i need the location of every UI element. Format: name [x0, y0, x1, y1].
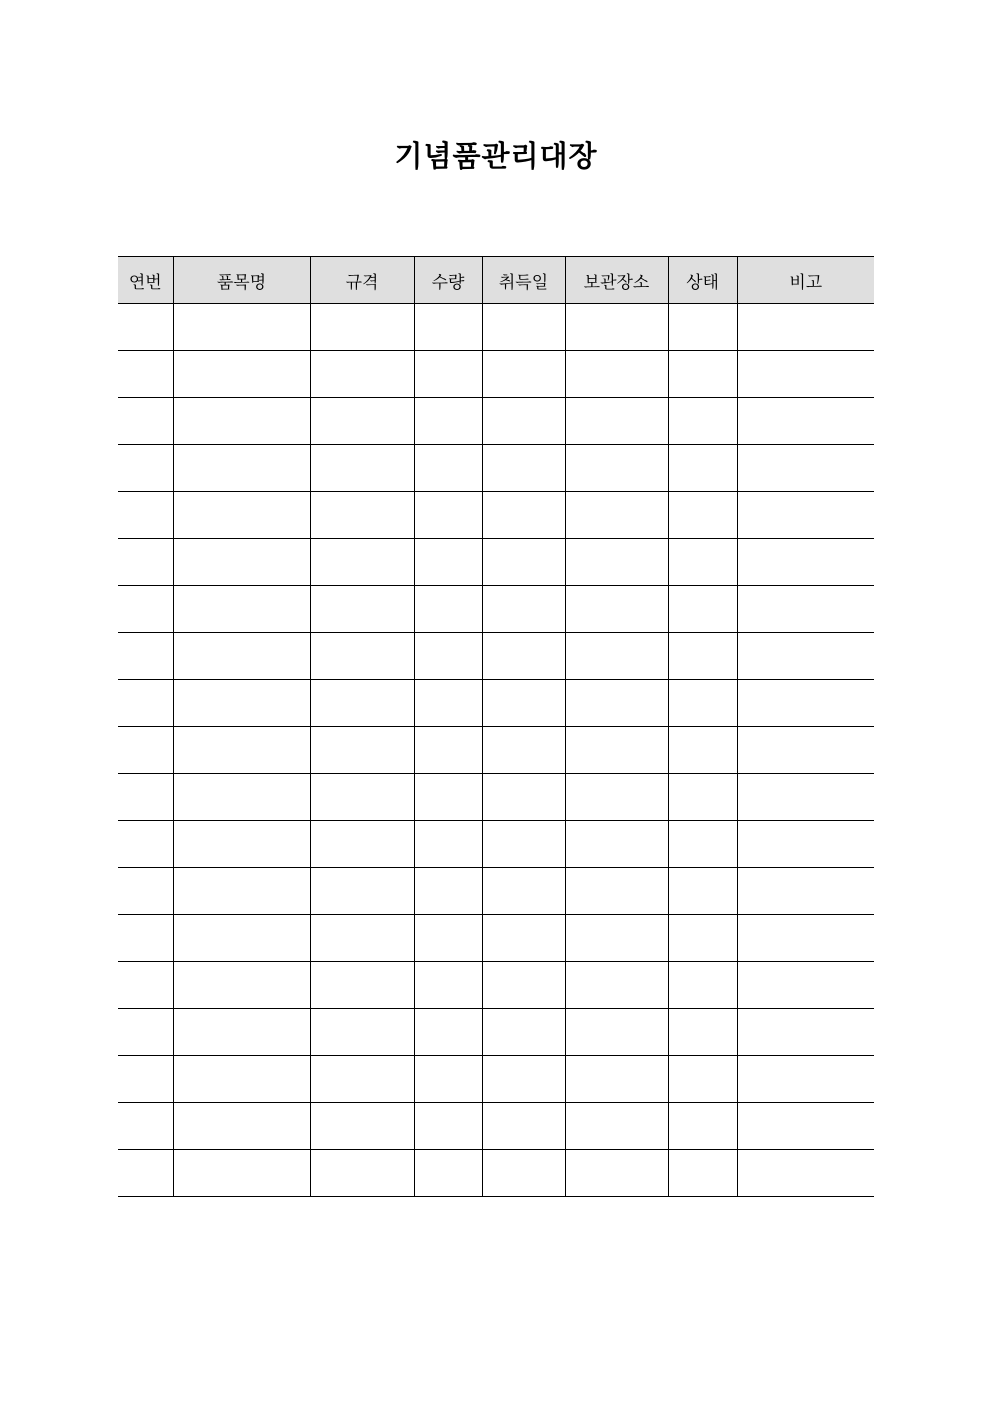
quantity-cell[interactable]	[414, 398, 482, 445]
serial-number-cell[interactable]	[118, 398, 173, 445]
status-cell[interactable]	[668, 1056, 737, 1103]
quantity-cell[interactable]	[414, 868, 482, 915]
quantity-cell[interactable]	[414, 774, 482, 821]
remarks-cell[interactable]	[737, 351, 874, 398]
header-remarks: 비고	[737, 257, 874, 304]
acquisition-date-cell[interactable]	[482, 398, 565, 445]
storage-location-cell[interactable]	[565, 868, 668, 915]
remarks-cell[interactable]	[737, 1009, 874, 1056]
remarks-cell[interactable]	[737, 774, 874, 821]
remarks-cell[interactable]	[737, 1150, 874, 1197]
remarks-cell[interactable]	[737, 868, 874, 915]
storage-location-cell[interactable]	[565, 398, 668, 445]
status-cell[interactable]	[668, 304, 737, 351]
storage-location-cell[interactable]	[565, 539, 668, 586]
quantity-cell[interactable]	[414, 586, 482, 633]
item-name-cell[interactable]	[173, 586, 310, 633]
acquisition-date-cell[interactable]	[482, 962, 565, 1009]
specification-cell[interactable]	[310, 586, 414, 633]
item-name-cell[interactable]	[173, 1009, 310, 1056]
remarks-cell[interactable]	[737, 962, 874, 1009]
item-name-cell[interactable]	[173, 492, 310, 539]
page-title: 기념품관리대장	[394, 139, 598, 173]
table-row	[118, 774, 874, 821]
quantity-cell[interactable]	[414, 633, 482, 680]
storage-location-cell[interactable]	[565, 1056, 668, 1103]
serial-number-cell[interactable]	[118, 1150, 173, 1197]
specification-cell[interactable]	[310, 727, 414, 774]
status-cell[interactable]	[668, 680, 737, 727]
quantity-cell[interactable]	[414, 445, 482, 492]
acquisition-date-cell[interactable]	[482, 351, 565, 398]
souvenir-ledger-table	[118, 256, 874, 1197]
acquisition-date-cell[interactable]	[482, 1009, 565, 1056]
storage-location-cell[interactable]	[565, 727, 668, 774]
quantity-cell[interactable]	[414, 492, 482, 539]
storage-location-cell[interactable]	[565, 304, 668, 351]
table-row	[118, 1009, 874, 1056]
serial-number-cell[interactable]	[118, 868, 173, 915]
quantity-cell[interactable]	[414, 1150, 482, 1197]
acquisition-date-cell[interactable]	[482, 727, 565, 774]
status-cell[interactable]	[668, 774, 737, 821]
status-cell[interactable]	[668, 351, 737, 398]
serial-number-cell[interactable]	[118, 1056, 173, 1103]
serial-number-cell[interactable]	[118, 962, 173, 1009]
item-name-cell[interactable]	[173, 398, 310, 445]
acquisition-date-cell[interactable]	[482, 1150, 565, 1197]
serial-number-cell[interactable]	[118, 304, 173, 351]
status-cell[interactable]	[668, 821, 737, 868]
acquisition-date-cell[interactable]	[482, 586, 565, 633]
quantity-cell[interactable]	[414, 1009, 482, 1056]
acquisition-date-cell[interactable]	[482, 492, 565, 539]
header-storage-location: 보관장소	[565, 257, 668, 304]
item-name-cell[interactable]	[173, 868, 310, 915]
status-cell[interactable]	[668, 915, 737, 962]
header-item-name: 품목명	[173, 257, 310, 304]
quantity-cell[interactable]	[414, 680, 482, 727]
storage-location-cell[interactable]	[565, 351, 668, 398]
storage-location-cell[interactable]	[565, 586, 668, 633]
item-name-cell[interactable]	[173, 304, 310, 351]
quantity-cell[interactable]	[414, 915, 482, 962]
table-row	[118, 633, 874, 680]
status-cell[interactable]	[668, 539, 737, 586]
status-cell[interactable]	[668, 1103, 737, 1150]
item-name-cell[interactable]	[173, 774, 310, 821]
storage-location-cell[interactable]	[565, 633, 668, 680]
item-name-cell[interactable]	[173, 633, 310, 680]
storage-location-cell[interactable]	[565, 492, 668, 539]
table-row	[118, 398, 874, 445]
remarks-cell[interactable]	[737, 680, 874, 727]
acquisition-date-cell[interactable]	[482, 445, 565, 492]
storage-location-cell[interactable]	[565, 821, 668, 868]
serial-number-cell[interactable]	[118, 586, 173, 633]
header-specification: 규격	[310, 257, 414, 304]
acquisition-date-cell[interactable]	[482, 915, 565, 962]
status-cell[interactable]	[668, 1009, 737, 1056]
remarks-cell[interactable]	[737, 586, 874, 633]
serial-number-cell[interactable]	[118, 539, 173, 586]
specification-cell[interactable]	[310, 962, 414, 1009]
specification-cell[interactable]	[310, 1009, 414, 1056]
table-row	[118, 727, 874, 774]
quantity-cell[interactable]	[414, 1103, 482, 1150]
item-name-cell[interactable]	[173, 539, 310, 586]
table-row	[118, 821, 874, 868]
quantity-cell[interactable]	[414, 539, 482, 586]
table-row	[118, 915, 874, 962]
serial-number-cell[interactable]	[118, 727, 173, 774]
quantity-cell[interactable]	[414, 1056, 482, 1103]
status-cell[interactable]	[668, 1150, 737, 1197]
storage-location-cell[interactable]	[565, 915, 668, 962]
specification-cell[interactable]	[310, 680, 414, 727]
serial-number-cell[interactable]	[118, 680, 173, 727]
item-name-cell[interactable]	[173, 1103, 310, 1150]
acquisition-date-cell[interactable]	[482, 1056, 565, 1103]
item-name-cell[interactable]	[173, 351, 310, 398]
acquisition-date-cell[interactable]	[482, 821, 565, 868]
header-quantity: 수량	[414, 257, 482, 304]
table-row	[118, 1150, 874, 1197]
acquisition-date-cell[interactable]	[482, 633, 565, 680]
specification-cell[interactable]	[310, 633, 414, 680]
table-row	[118, 962, 874, 1009]
remarks-cell[interactable]	[737, 727, 874, 774]
table-row	[118, 1103, 874, 1150]
serial-number-cell[interactable]	[118, 774, 173, 821]
status-cell[interactable]	[668, 445, 737, 492]
specification-cell[interactable]	[310, 539, 414, 586]
specification-cell[interactable]	[310, 398, 414, 445]
item-name-cell[interactable]	[173, 1150, 310, 1197]
header-status: 상태	[668, 257, 737, 304]
specification-cell[interactable]	[310, 915, 414, 962]
acquisition-date-cell[interactable]	[482, 1103, 565, 1150]
status-cell[interactable]	[668, 962, 737, 1009]
serial-number-cell[interactable]	[118, 633, 173, 680]
item-name-cell[interactable]	[173, 680, 310, 727]
table-row	[118, 680, 874, 727]
header-acquisition-date: 취득일	[482, 257, 565, 304]
item-name-cell[interactable]	[173, 445, 310, 492]
table-row	[118, 351, 874, 398]
table-row	[118, 539, 874, 586]
quantity-cell[interactable]	[414, 962, 482, 1009]
quantity-cell[interactable]	[414, 727, 482, 774]
remarks-cell[interactable]	[737, 539, 874, 586]
table-row	[118, 868, 874, 915]
specification-cell[interactable]	[310, 1056, 414, 1103]
remarks-cell[interactable]	[737, 445, 874, 492]
header-serial-number: 연번	[118, 257, 173, 304]
storage-location-cell[interactable]	[565, 445, 668, 492]
table-row	[118, 1056, 874, 1103]
specification-cell[interactable]	[310, 492, 414, 539]
acquisition-date-cell[interactable]	[482, 539, 565, 586]
item-name-cell[interactable]	[173, 1056, 310, 1103]
table-row	[118, 304, 874, 351]
quantity-cell[interactable]	[414, 351, 482, 398]
acquisition-date-cell[interactable]	[482, 304, 565, 351]
serial-number-cell[interactable]	[118, 1103, 173, 1150]
specification-cell[interactable]	[310, 304, 414, 351]
specification-cell[interactable]	[310, 445, 414, 492]
acquisition-date-cell[interactable]	[482, 868, 565, 915]
quantity-cell[interactable]	[414, 304, 482, 351]
quantity-cell[interactable]	[414, 821, 482, 868]
status-cell[interactable]	[668, 633, 737, 680]
remarks-cell[interactable]	[737, 821, 874, 868]
storage-location-cell[interactable]	[565, 1103, 668, 1150]
status-cell[interactable]	[668, 586, 737, 633]
storage-location-cell[interactable]	[565, 774, 668, 821]
table-body	[118, 304, 874, 1197]
table-row	[118, 492, 874, 539]
status-cell[interactable]	[668, 398, 737, 445]
acquisition-date-cell[interactable]	[482, 680, 565, 727]
specification-cell[interactable]	[310, 1103, 414, 1150]
remarks-cell[interactable]	[737, 492, 874, 539]
item-name-cell[interactable]	[173, 821, 310, 868]
specification-cell[interactable]	[310, 774, 414, 821]
status-cell[interactable]	[668, 492, 737, 539]
storage-location-cell[interactable]	[565, 1150, 668, 1197]
remarks-cell[interactable]	[737, 633, 874, 680]
specification-cell[interactable]	[310, 351, 414, 398]
remarks-cell[interactable]	[737, 915, 874, 962]
table-row	[118, 586, 874, 633]
storage-location-cell[interactable]	[565, 962, 668, 1009]
serial-number-cell[interactable]	[118, 821, 173, 868]
remarks-cell[interactable]	[737, 1056, 874, 1103]
acquisition-date-cell[interactable]	[482, 774, 565, 821]
serial-number-cell[interactable]	[118, 1009, 173, 1056]
serial-number-cell[interactable]	[118, 492, 173, 539]
remarks-cell[interactable]	[737, 304, 874, 351]
item-name-cell[interactable]	[173, 962, 310, 1009]
specification-cell[interactable]	[310, 1150, 414, 1197]
specification-cell[interactable]	[310, 868, 414, 915]
status-cell[interactable]	[668, 868, 737, 915]
serial-number-cell[interactable]	[118, 445, 173, 492]
status-cell[interactable]	[668, 727, 737, 774]
storage-location-cell[interactable]	[565, 680, 668, 727]
serial-number-cell[interactable]	[118, 915, 173, 962]
remarks-cell[interactable]	[737, 398, 874, 445]
item-name-cell[interactable]	[173, 727, 310, 774]
table-row	[118, 445, 874, 492]
serial-number-cell[interactable]	[118, 351, 173, 398]
table-header-row	[118, 257, 874, 304]
remarks-cell[interactable]	[737, 1103, 874, 1150]
item-name-cell[interactable]	[173, 915, 310, 962]
storage-location-cell[interactable]	[565, 1009, 668, 1056]
specification-cell[interactable]	[310, 821, 414, 868]
